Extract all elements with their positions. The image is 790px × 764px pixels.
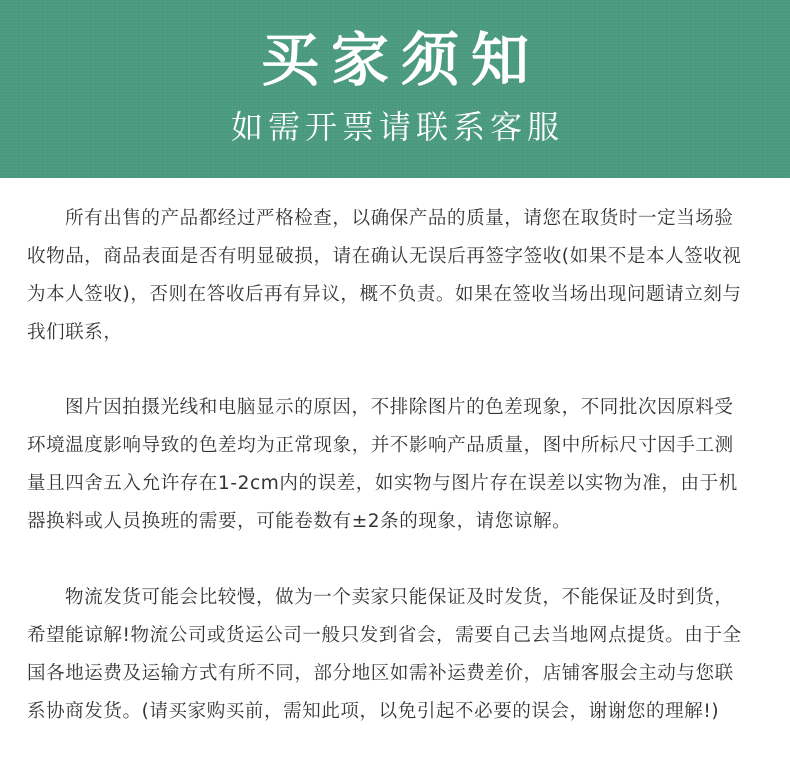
paragraph-color-difference xyxy=(27,389,738,541)
paragraph-line: 收物品，商品表面是否有明显破损，请在确认无误后再签字签收(如果不是本人签收视 xyxy=(27,246,742,267)
paragraph-line: 我们联系， xyxy=(27,322,123,343)
paragraph-line: 希望能谅解!物流公司或货运公司一般只发到省会，需要自己去当地网点提货。由于全 xyxy=(27,625,742,646)
paragraph-line: 图片因拍摄光线和电脑显示的原因，不排除图片的色差现象，不同批次因原料受 xyxy=(65,397,734,418)
paragraph-line: 器换料或人员换班的需要，可能卷数有±2条的现象，请您谅解。 xyxy=(27,511,572,532)
paragraph-line: 为本人签收)，否则在答收后再有异议，概不负责。如果在签收当场出现问题请立刻与 xyxy=(27,284,742,305)
paragraph-line: 所有出售的产品都经过严格检查，以确保产品的质量，请您在取货时一定当场验 xyxy=(65,208,734,229)
paragraph-shipping xyxy=(27,579,742,731)
page-title: 买家须知 xyxy=(260,26,541,94)
page-subtitle: 如需开票请联系客服 xyxy=(230,108,564,146)
paragraph-line: 系协商发货。(请买家购买前，需知此项，以免引起不必要的误会，谢谢您的理解!) xyxy=(27,701,720,722)
paragraph-line: 物流发货可能会比较慢，做为一个卖家只能保证及时发货，不能保证及时到货， xyxy=(65,587,734,608)
paragraph-inspection xyxy=(27,200,742,352)
paragraph-line: 环境温度影响导致的色差均为正常现象，并不影响产品质量，图中所标尺寸因手工测 xyxy=(27,435,734,456)
paragraph-line: 国各地运费及运输方式有所不同，部分地区如需补运费差价，店铺客服会主动与您联 xyxy=(27,663,734,684)
paragraph-line: 量且四舍五入允许存在1-2cm内的误差，如实物与图片存在误差以实物为准，由于机 xyxy=(27,473,738,494)
header-banner xyxy=(0,0,790,178)
